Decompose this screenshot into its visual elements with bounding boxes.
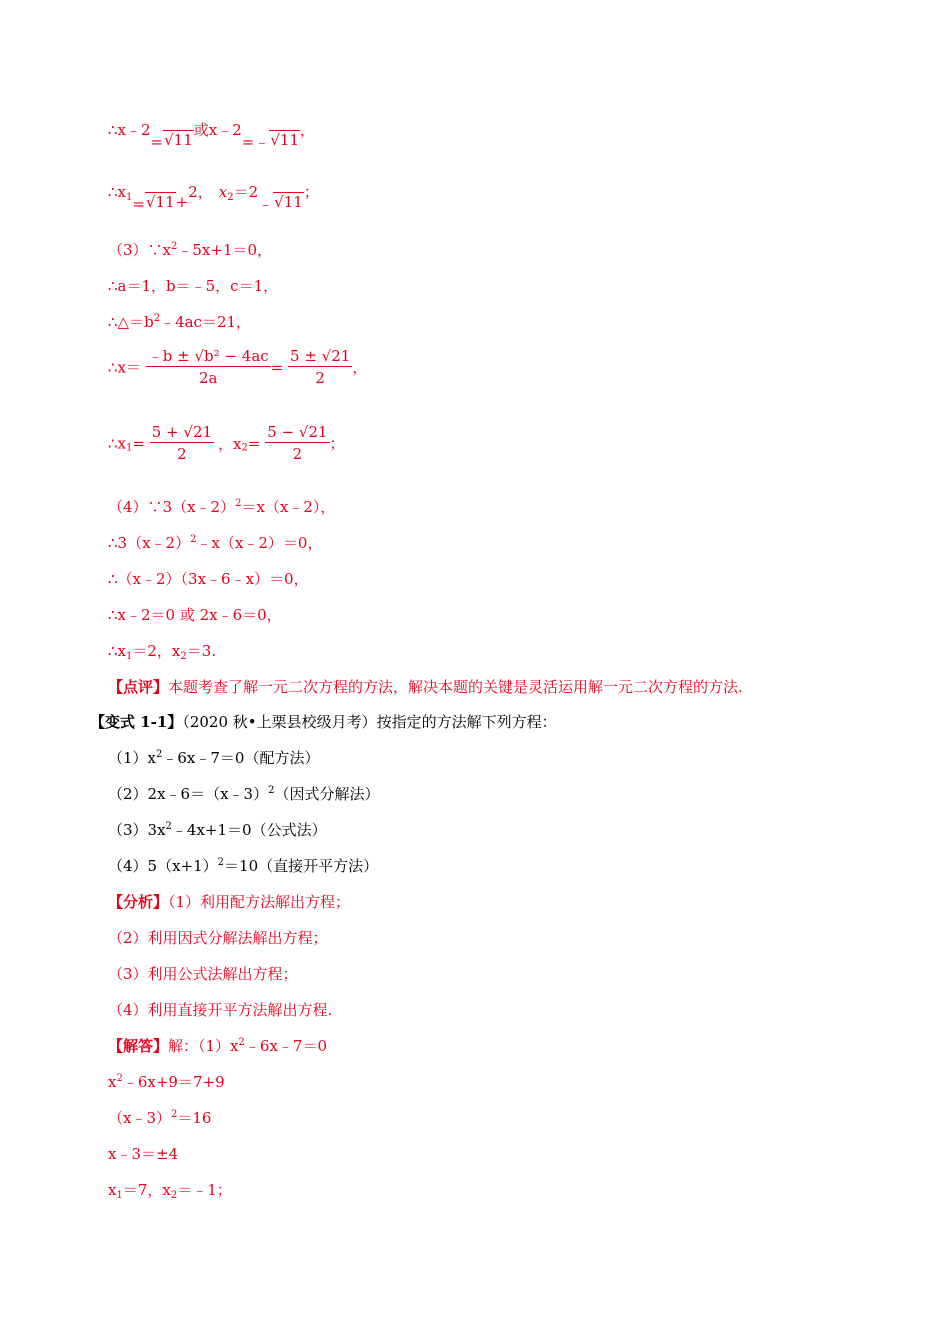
comment-tag: 【点评】 (108, 678, 169, 696)
solution-line-8: （4）∵3（x﹣2）$^2$＝x（x﹣2）， (108, 498, 336, 516)
solution-line-6-formula: ∴x＝ $\frac{\text{﹣b ± √b² − 4ac}}{2a}$ = $\frac{5 \pm √21}{2}$ ， (108, 347, 368, 387)
answer-line-1: 【解答】解：$(1)x^2﹣6x﹣7=0$ (108, 1037, 327, 1055)
variant-tag: 【变式 1-1】 (90, 713, 183, 731)
sqrt-11: √11 (164, 131, 193, 149)
text: = (150, 133, 164, 151)
analysis-line-4: （4）利用直接开平方法解出方程. (108, 1001, 333, 1019)
question-1: $(1)x^2﹣6x﹣7=0$（配方法） (108, 749, 320, 767)
solution-line-1 (108, 120, 316, 151)
answer-line-5: $x_1=7$，$x_2=﹣1$； (108, 1181, 232, 1201)
comment-text: 本题考查了解一元二次方程的方法，解决本题的关键是灵活运用解一元二次方程的方法. (168, 678, 743, 696)
question-4: $(4)5(x+1)^2=10$（直接开平方法） (108, 857, 379, 875)
variant-text: （2020 秋•上栗县校级月考）按指定的方法解下列方程： (182, 713, 557, 731)
solution-line-12: $\therefore x_1=2$，$x_2=3$. (108, 642, 217, 662)
formula-fraction: $\frac{\text{﹣b ± √b² − 4ac}}{2a}$ (147, 347, 269, 387)
answer-line-3: （x﹣3）$^2$＝16 (108, 1109, 212, 1127)
solution-line-9: ∴3（x﹣2）$^2$﹣x（x﹣2）＝0， (108, 534, 323, 552)
analysis-line-1: 【分析】（1）利用配方法解出方程； (108, 893, 351, 911)
solution-line-5: $\therefore\triangle=b^2﹣4ac=21$， (108, 313, 252, 331)
answer-tag: 【解答】 (108, 1037, 169, 1055)
text: 或x﹣2 (193, 121, 242, 139)
analysis-line-2: （2）利用因式分解法解出方程； (108, 929, 328, 947)
solution-line-3: $(3)\because x^2﹣5x+1=0$， (108, 241, 273, 259)
analysis-tag: 【分析】 (108, 893, 169, 911)
x1-fraction: $\frac{5 + √21}{2}$ (151, 423, 213, 463)
text: ∴x﹣2 (108, 121, 151, 139)
variant-heading (90, 712, 557, 732)
x2-fraction: $\frac{5 - √21}{2}$ (267, 423, 328, 463)
solution-line-11: ∴x﹣2＝0 或 2x﹣6＝0， (108, 606, 282, 624)
comment-line (108, 677, 743, 697)
solution-line-4: ∴a＝1，b＝﹣5，c＝1， (108, 277, 279, 295)
question-3: $(3)3x^2﹣4x+1=0$（公式法） (108, 821, 327, 839)
analysis-line-3: （3）利用公式法解出方程； (108, 965, 298, 983)
solution-line-7: $\therefore x_1=$ $\frac{5 + √21}{2}$ ，$x_2=$ $\frac{5 - √21}{2}$ ； (108, 423, 345, 463)
text: =﹣ (241, 133, 270, 151)
sqrt-11: √11 (270, 131, 300, 149)
solution-line-2: $\therefore x_1=√11+2$， $x_2=2﹣√11$； (108, 183, 319, 213)
text: ， (300, 121, 316, 139)
answer-line-4: x﹣3＝±4 (108, 1145, 179, 1163)
solution-line-10: ∴（x﹣2）（3x﹣6﹣x）＝0， (108, 570, 309, 588)
result-fraction: $\frac{5 \pm √21}{2}$ (290, 347, 351, 387)
answer-line-2: $x^2﹣6x+9=7+9$ (108, 1073, 225, 1091)
question-2: （2）2x﹣6＝（x﹣3）$^2$（因式分解法） (108, 785, 380, 803)
